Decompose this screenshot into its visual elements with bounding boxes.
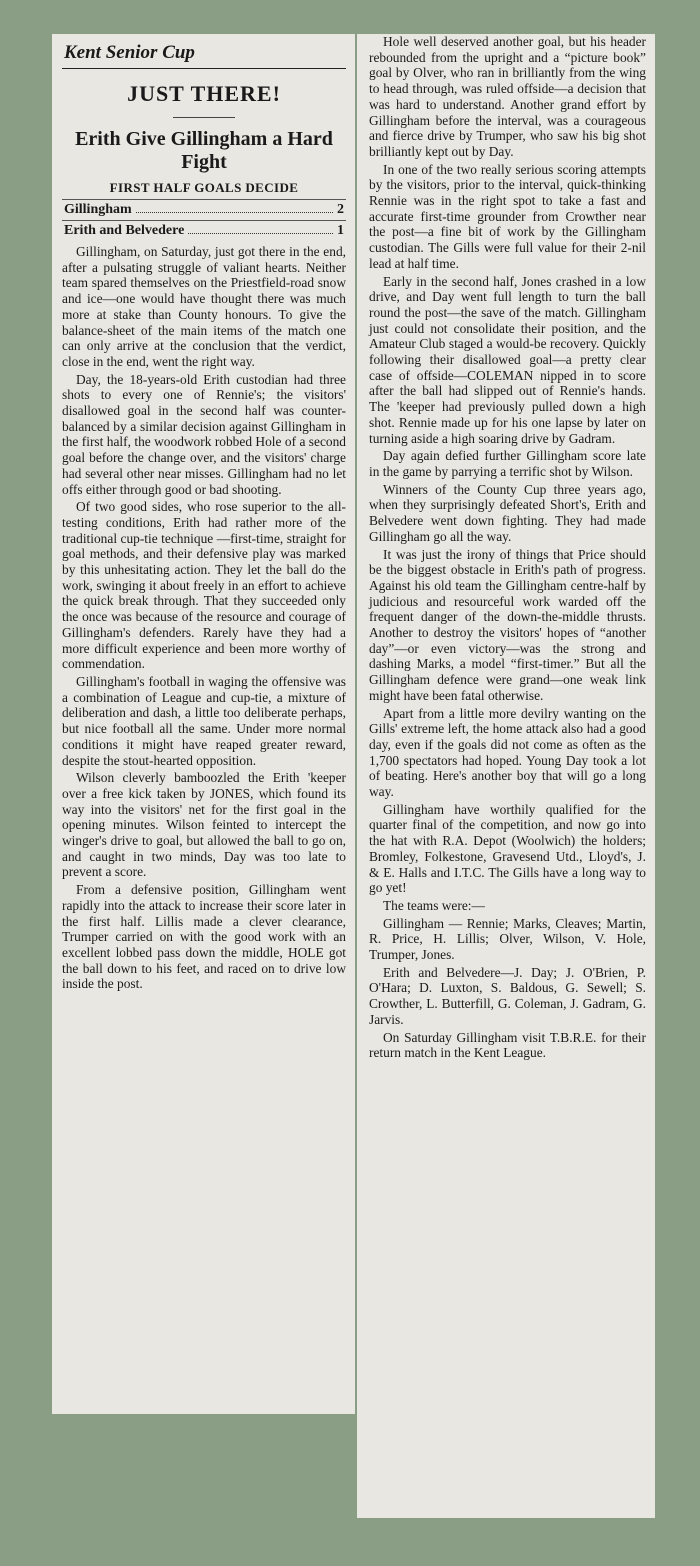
article-paragraph: From a defensive position, Gillingham went rapidly into the attack to increase their score later in the first half. Lillis made a clever clearance, Trumper carried on with the good work with an excellent lobbed pass down the middle, HOLE got the ball down to his feet, and raced on to drive low inside the post. (62, 882, 346, 992)
score-row (62, 199, 346, 220)
closing-paragraph: On Saturday Gillingham visit T.B.R.E. for their return match in the Kent League. (369, 1029, 646, 1061)
score-team: Gillingham (64, 202, 132, 217)
left-column-clipping (52, 34, 355, 1414)
score-row (62, 220, 346, 241)
article-paragraph: It was just the irony of things that Price should be the biggest obstacle in Erith's path of progress. Against his old team the Gillingham centre-half by judicious and resourceful work warded off the frequent danger of the down-the-middle thrusts. Another to destroy the visitors' hopes of “another day”—or even victory—was the strong and dashing Marks, a model “first-timer.” But all the Gillingham defence were grand—one weak link might have been fatal otherwise. (369, 546, 646, 703)
article-paragraph: The teams were:— (383, 897, 485, 913)
article-paragraph: Apart from a little more devilry wanting on the Gills' extreme left, the home attack also had a good day, even if the goals did not come as often as the 1,700 spectators had hoped. Young Day took a lot of beating. Here's another boy that will go a long way. (369, 705, 646, 800)
leader-dots (136, 203, 333, 213)
right-column-clipping (357, 34, 655, 1518)
article-paragraph: Early in the second half, Jones crashed in a low drive, and Day went full length to turn the ball round the post—the save of the match. Gillingham just could not consolidate their position, and the Amateur Club staged a would-be recovery. Quickly following their disallowed goal—a pretty clear case of offside—COLEMAN nipped in to score after the ball had slipped out of Rennie's hands. The 'keeper had previously pulled down a high shot. Rennie made up for his one lapse by later on turning aside a high soaring drive by Gadram. (369, 273, 646, 446)
article-paragraph: Gillingham, on Saturday, just got there in the end, after a pulsating struggle of valiant hearts. Neither team spared themselves on the Priestfield-road snow and ice—one would have thought there was much more at stake than County honours. To give the balance-sheet of the main items of the match one can only arrive at the conclusion that the verdict, close in the end, went the right way. (62, 244, 346, 369)
article-paragraph: Winners of the County Cup three years ago, when they surprisingly defeated Short's, Erith and Belvedere went down fighting. They had made Gillingham go all the way. (369, 481, 646, 544)
score-value: 1 (337, 223, 344, 238)
team-lineup: Gillingham — Rennie; Marks, Cleaves; Martin, R. Price, H. Lillis; Olver, Wilson, V. Hole, Trumper, Jones. (369, 915, 646, 963)
article-paragraph: Day, the 18-years-old Erith custodian had three shots to every one of Rennie's; the visitors' disallowed goal in the second half was counter-balanced by a similar decision against Gillingham in the first half, the woodwork robbed Hole of a second goal before the change over, and the visitors' charge had several other near misses. Gillingham had no let offs either through good or bad shooting. (62, 371, 346, 497)
headline: JUST THERE! (127, 81, 281, 106)
leader-dots (188, 224, 333, 234)
score-team: Erith and Belvedere (64, 223, 185, 238)
divider (173, 117, 235, 118)
banner: FIRST HALF GOALS DECIDE (109, 180, 299, 195)
article-paragraph: Wilson cleverly bamboozled the Erith 'keeper over a free kick taken by JONES, which found its way into the visitors' net for the first goal in the opening minutes. Wilson feinted to intercept the winger's drive to goal, but allowed the ball to go on, and caught in two minds, Day was too late to prevent a score. (62, 770, 346, 880)
score-value: 2 (337, 202, 344, 217)
article-paragraph: In one of the two really serious scoring attempts by the visitors, prior to the interval, quick-thinking Rennie was in the right spot to take a fast and accurate first-time grounder from Crowther near the post—a fine bit of work by the Gillingham custodian. The Gills were full value for their 2-nil lead at half time. (369, 161, 646, 271)
article-paragraph: Hole well deserved another goal, but his header rebounded from the upright and a “picture book” goal by Olver, who ran in brilliantly from the wing to head through, was ruled offside—a decision that was hard to understand. Another grand effort by Gillingham before the interval, was a courageous and fierce drive by Trumper, who saw his big shot brilliantly kept out by Day. (369, 34, 646, 159)
section-label: Kent Senior Cup (62, 42, 346, 69)
article-paragraph: Gillingham's football in waging the offensive was a combination of League and cup-tie, a mixture of deliberation and dash, a little too deliberate perhaps, but nice football all the same. Under more normal conditions it might have reaped greater reward, despite the stout-hearted opposition. (62, 673, 346, 768)
team-lineup: Erith and Belvedere—J. Day; J. O'Brien, P. O'Hara; D. Luxton, S. Baldous, G. Sewell; S. Crowther, L. Butterfill, G. Coleman, J. Gadram, G. Jarvis. (369, 964, 646, 1027)
article-paragraph: Gillingham have worthily qualified for the quarter final of the competition, and now go into the hat with R.A. Depot (Woolwich) the holders; Bromley, Folkestone, Gravesend Utd., Lloyd's, J. & E. Halls and I.T.C. The Gills have a long way to go yet! (369, 801, 646, 896)
subheadline: Erith Give Gillingham a Hard Fight (75, 128, 333, 173)
article-paragraph: Of two good sides, who rose superior to the all-testing conditions, Erith had rather more of the traditional cup-tie technique —first-time, straight for goal methods, and their defensive play was marked by this unhesitating action. They let the ball do the work, swinging it about freely in an effort to achieve the quick break through. That they succeeded only the once was because of the resource and courage of Gillingham's defenders. Rarely have they had a more difficult experience and been more worthy of commendation. (62, 499, 346, 672)
article-paragraph: Day again defied further Gillingham score late in the game by parrying a terrific shot by Wilson. (369, 448, 646, 479)
